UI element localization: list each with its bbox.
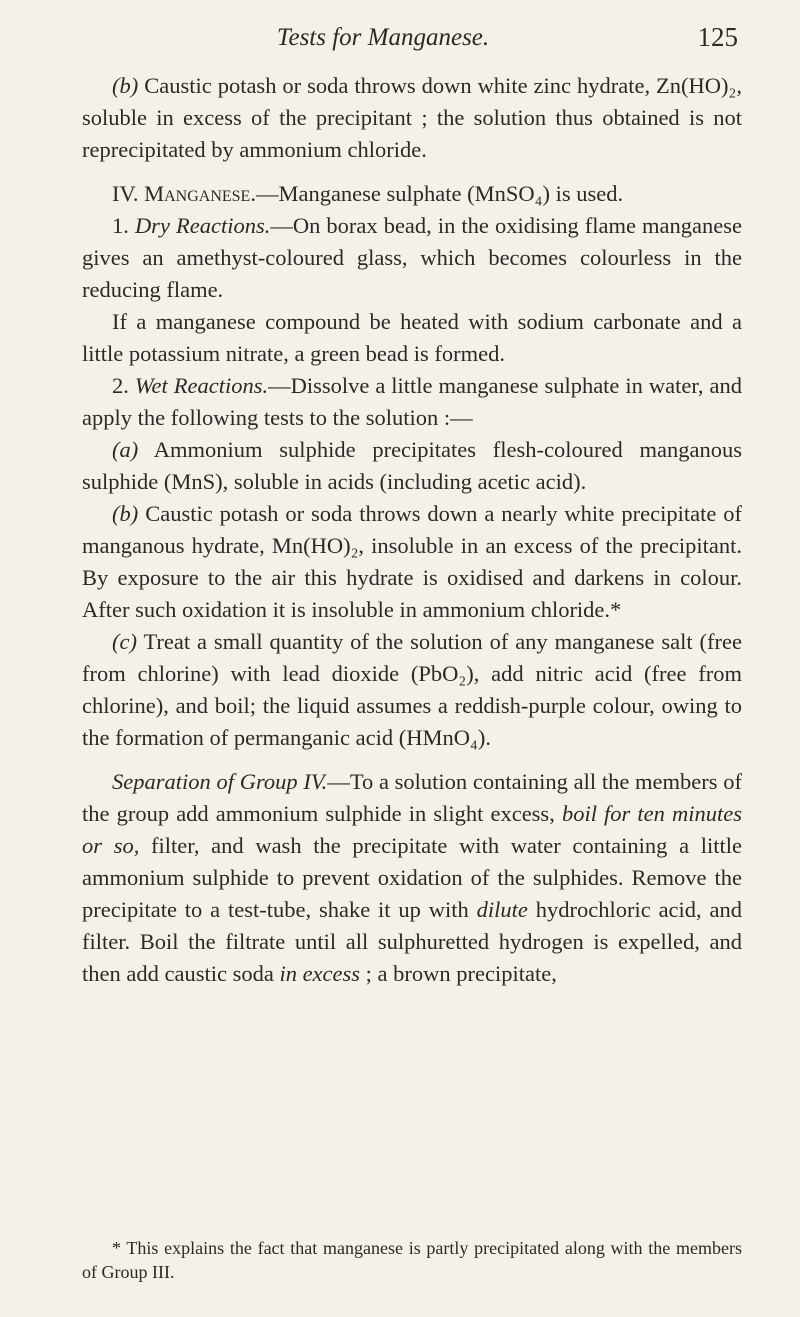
section-title: Manganese.: [144, 181, 256, 206]
item-label: (b): [112, 73, 139, 98]
paragraph-text: Treat a small quantity of the solution of any manganese salt (free from chlorine) with lead dioxide (PbO₂), add nitric acid (free from chlorine), and boil; the liquid assumes a reddish-purple colour, owing to the formation of permanganic acid (HMnO₄).: [82, 629, 742, 750]
item-number: 1.: [112, 213, 135, 238]
paragraph-text: Caustic potash or soda throws down a nearly white precipitate of manganous hydrate, Mn(HO)₂, insoluble in an excess of the precipitant. By exposure to the air this hydrate is oxidised and darkens in colour. After such oxidation it is insoluble in ammonium chloride.*: [82, 501, 742, 622]
paragraph-test-c: [82, 626, 742, 754]
item-label: (b): [112, 501, 139, 526]
subheading: Wet Reactions.: [134, 373, 269, 398]
paragraph-zinc-caustic: [82, 70, 742, 166]
subheading: Separation of Group IV.: [112, 769, 328, 794]
paragraph-text: Caustic potash or soda throws down white zinc hydrate, Zn(HO)₂, soluble in excess of the precipitant ; the solution thus obtained is not reprecipitated by ammonium chloride.: [82, 73, 742, 162]
page-header: [88, 20, 738, 60]
emphasis-text: boil for ten minutes or so,: [82, 801, 743, 858]
page-body: [82, 70, 742, 990]
paragraph-test-b: [82, 498, 742, 626]
item-label: (a): [112, 437, 139, 462]
paragraph-separation-group-iv: [82, 766, 742, 990]
page-number: 125: [697, 22, 738, 52]
subheading: Dry Reactions.: [134, 213, 271, 238]
section-heading-manganese: [82, 178, 742, 210]
paragraph-dry-reactions: [82, 210, 742, 306]
footnote-text: * This explains the fact that manganese is partly precipitated along with the members of Group III.: [82, 1238, 742, 1282]
paragraph-text: If a manganese compound be heated with sodium carbonate and a little potassium nitrate, a green bead is formed.: [82, 309, 742, 366]
paragraph-text: filter, and wash the precipitate with water containing a little ammonium sulphide to prevent oxidation of the sulphides. Remove the precipitate to a test-tube, shake it up with: [82, 833, 742, 922]
paragraph-text: —Manganese sulphate (MnSO₄) is used.: [255, 181, 624, 206]
paragraph-test-a: [82, 434, 742, 498]
emphasis-text: dilute: [476, 897, 528, 922]
paragraph-text: —On borax bead, in the oxidising flame manganese gives an amethyst-coloured glass, which becomes colourless in the reducing flame.: [82, 213, 743, 302]
running-title: Tests for Manganese.: [276, 24, 490, 51]
paragraph-green-bead: [82, 306, 742, 370]
paragraph-wet-reactions: [82, 370, 742, 434]
paragraph-text: ; a brown precipitate,: [360, 961, 557, 986]
footnote: [82, 1236, 742, 1284]
paragraph-text: hydrochloric acid, and filter. Boil the filtrate until all sulphuretted hydrogen is expelled, and then add caustic soda: [82, 897, 743, 986]
item-label: (c): [112, 629, 137, 654]
paragraph-text: —To a solution containing all the members of the group add ammonium sulphide in slight excess,: [82, 769, 742, 826]
paragraph-text: —Dissolve a little manganese sulphate in water, and apply the following tests to the solution :—: [82, 373, 743, 430]
paragraph-text: Ammonium sulphide precipitates flesh-coloured manganous sulphide (MnS), soluble in acids (including acetic acid).: [82, 437, 742, 494]
emphasis-text: in excess: [279, 961, 361, 986]
item-number: 2.: [112, 373, 135, 398]
section-numeral: IV.: [112, 181, 145, 206]
